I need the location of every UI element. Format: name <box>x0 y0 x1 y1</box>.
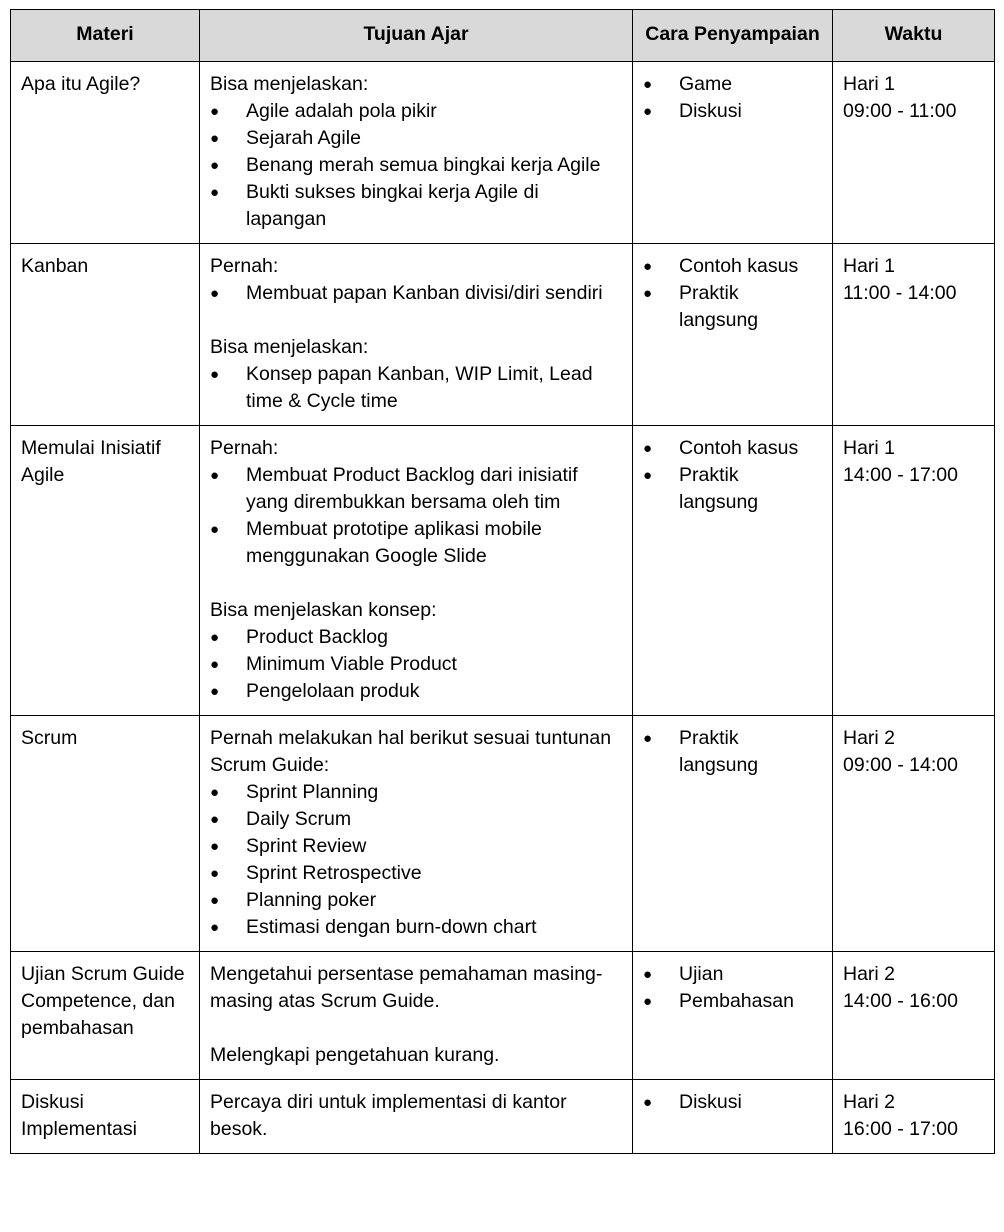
cell-materi <box>11 244 200 426</box>
paragraph-gap <box>210 1015 622 1042</box>
list-item: ● Membuat papan Kanban divisi/diri sendiri <box>210 280 622 307</box>
cell-waktu <box>833 1080 995 1154</box>
table-row <box>11 716 995 952</box>
cell-tujuan-ajar <box>200 716 633 952</box>
cell-cara-penyampaian <box>633 244 833 426</box>
cell-materi <box>11 426 200 716</box>
list-item: ● Ujian <box>643 961 822 988</box>
cell-cara-penyampaian <box>633 716 833 952</box>
header-materi: Materi <box>11 10 200 62</box>
cara-bullet-list <box>643 1089 822 1116</box>
tujuan-bullet-list <box>210 361 622 415</box>
cell-cara-penyampaian <box>633 426 833 716</box>
materi-text: Apa itu Agile? <box>21 73 141 95</box>
paragraph-gap <box>210 570 622 597</box>
list-item: ● Praktik langsung <box>643 462 822 516</box>
paragraph-gap <box>210 307 622 334</box>
cell-waktu <box>833 426 995 716</box>
cara-bullet-list <box>643 435 822 516</box>
waktu-jam: 16:00 - 17:00 <box>843 1118 958 1140</box>
list-item: ● Praktik langsung <box>643 725 822 779</box>
cell-waktu <box>833 244 995 426</box>
list-item: ● Contoh kasus <box>643 435 822 462</box>
list-item: ● Konsep papan Kanban, WIP Limit, Lead time & Cycle time <box>210 361 622 415</box>
tujuan-bullet-list <box>210 779 622 941</box>
list-item: ● Benang merah semua bingkai kerja Agile <box>210 152 622 179</box>
header-row <box>11 10 995 62</box>
waktu-jam: 14:00 - 16:00 <box>843 990 958 1012</box>
list-item: ● Membuat Product Backlog dari inisiatif yang dirembukkan bersama oleh tim <box>210 462 622 516</box>
tujuan-intro: Pernah: <box>210 255 279 277</box>
cara-bullet-list <box>643 253 822 334</box>
materi-text: Diskusi Implementasi <box>21 1091 137 1140</box>
list-item: ● Diskusi <box>643 1089 822 1116</box>
curriculum-table <box>10 9 995 1154</box>
list-item: ● Sejarah Agile <box>210 125 622 152</box>
cell-tujuan-ajar <box>200 426 633 716</box>
materi-text: Memulai Inisiatif Agile <box>21 437 161 486</box>
waktu-hari: Hari 2 <box>843 1091 896 1113</box>
waktu-hari: Hari 1 <box>843 73 896 95</box>
list-item: ● Pengelolaan produk <box>210 678 622 705</box>
list-item: ● Estimasi dengan burn-down chart <box>210 914 622 941</box>
cara-bullet-list <box>643 71 822 125</box>
cara-bullet-list <box>643 961 822 1015</box>
tujuan-bullet-list <box>210 98 622 233</box>
waktu-jam: 09:00 - 14:00 <box>843 754 958 776</box>
tujuan-intro: Pernah melakukan hal berikut sesuai tuntunan Scrum Guide: <box>210 727 612 776</box>
table-body <box>11 62 995 1154</box>
cell-cara-penyampaian <box>633 1080 833 1154</box>
materi-text: Ujian Scrum Guide Competence, dan pembahasan <box>21 963 185 1039</box>
cell-cara-penyampaian <box>633 62 833 244</box>
cell-tujuan-ajar <box>200 1080 633 1154</box>
tujuan-bullet-list <box>210 462 622 570</box>
cell-waktu <box>833 62 995 244</box>
cell-materi <box>11 716 200 952</box>
list-item: ● Sprint Retrospective <box>210 860 622 887</box>
cell-tujuan-ajar <box>200 62 633 244</box>
tujuan-intro: Percaya diri untuk implementasi di kantor besok. <box>210 1091 567 1140</box>
waktu-jam: 09:00 - 11:00 <box>843 100 957 122</box>
cell-waktu <box>833 716 995 952</box>
list-item: ● Praktik langsung <box>643 280 822 334</box>
list-item: ● Pembahasan <box>643 988 822 1015</box>
list-item: ● Minimum Viable Product <box>210 651 622 678</box>
table-row <box>11 426 995 716</box>
tujuan-intro: Bisa menjelaskan: <box>210 73 369 95</box>
cara-bullet-list <box>643 725 822 779</box>
table-row <box>11 1080 995 1154</box>
cell-waktu <box>833 952 995 1080</box>
header-waktu: Waktu <box>833 10 995 62</box>
header-cara-penyampaian: Cara Penyampaian <box>633 10 833 62</box>
tujuan-intro: Bisa menjelaskan: <box>210 336 369 358</box>
list-item: ● Sprint Planning <box>210 779 622 806</box>
list-item: ● Sprint Review <box>210 833 622 860</box>
waktu-jam: 14:00 - 17:00 <box>843 464 958 486</box>
list-item: ● Product Backlog <box>210 624 622 651</box>
list-item: ● Diskusi <box>643 98 822 125</box>
waktu-jam: 11:00 - 14:00 <box>843 282 957 304</box>
list-item: ● Planning poker <box>210 887 622 914</box>
cell-materi <box>11 952 200 1080</box>
tujuan-bullet-list <box>210 624 622 705</box>
table-row <box>11 244 995 426</box>
list-item: ● Daily Scrum <box>210 806 622 833</box>
header-tujuan-ajar: Tujuan Ajar <box>200 10 633 62</box>
cell-materi <box>11 62 200 244</box>
list-item: ● Game <box>643 71 822 98</box>
waktu-hari: Hari 2 <box>843 727 896 749</box>
table-row <box>11 952 995 1080</box>
tujuan-intro: Bisa menjelaskan konsep: <box>210 599 437 621</box>
cell-tujuan-ajar <box>200 952 633 1080</box>
list-item: ● Agile adalah pola pikir <box>210 98 622 125</box>
tujuan-bullet-list <box>210 280 622 307</box>
waktu-hari: Hari 2 <box>843 963 896 985</box>
table-row <box>11 62 995 244</box>
list-item: ● Membuat prototipe aplikasi mobile menggunakan Google Slide <box>210 516 622 570</box>
cell-cara-penyampaian <box>633 952 833 1080</box>
cell-materi <box>11 1080 200 1154</box>
list-item: ● Contoh kasus <box>643 253 822 280</box>
tujuan-intro: Mengetahui persentase pemahaman masing-masing atas Scrum Guide. <box>210 963 603 1012</box>
materi-text: Kanban <box>21 255 89 277</box>
waktu-hari: Hari 1 <box>843 255 896 277</box>
list-item: ● Bukti sukses bingkai kerja Agile di lapangan <box>210 179 622 233</box>
tujuan-intro: Pernah: <box>210 437 279 459</box>
waktu-hari: Hari 1 <box>843 437 896 459</box>
materi-text: Scrum <box>21 727 78 749</box>
tujuan-intro: Melengkapi pengetahuan kurang. <box>210 1044 500 1066</box>
cell-tujuan-ajar <box>200 244 633 426</box>
